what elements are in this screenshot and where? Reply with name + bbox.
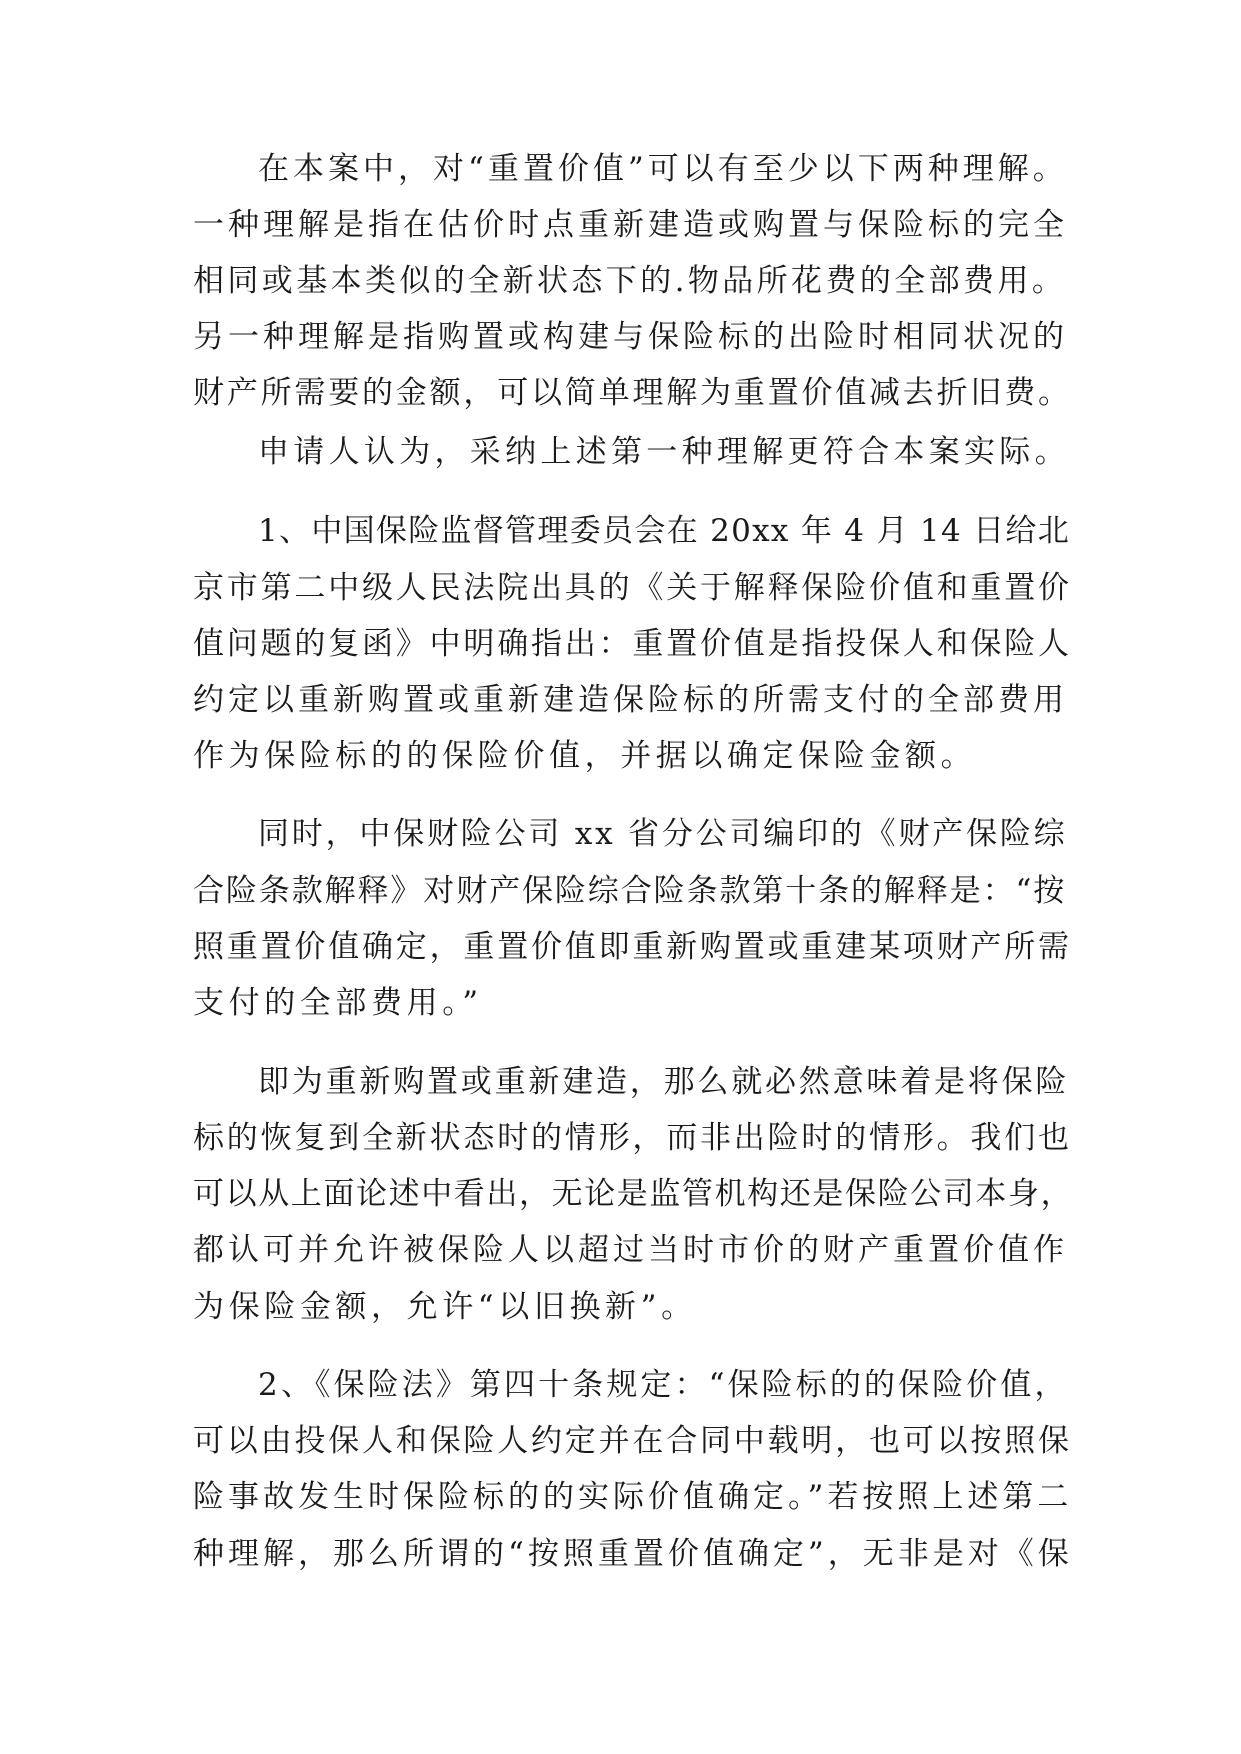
text-line: 标的恢复到全新状态时的情形，而非出险时的情形。我们也 bbox=[193, 1120, 1072, 1156]
text-line: 险事故发生时保险标的的实际价值确定。”若按照上述第二 bbox=[193, 1479, 1073, 1515]
text-line: 合险条款解释》对财产保险综合险条款第十条的解释是：“按 bbox=[193, 873, 1067, 909]
text-line: 另一种理解是指购置或构建与保险标的出险时相同状况的 bbox=[193, 319, 1068, 355]
text-line: 值问题的复函》中明确指出：重置价值是指投保人和保险人 bbox=[193, 626, 1072, 662]
text-line: 同时，中保财险公司 xx 省分公司编印的《财产保险综 bbox=[258, 816, 1068, 852]
text-line: 财产所需要的金额，可以简单理解为重置价值减去折旧费。 bbox=[193, 375, 1072, 411]
text-line: 一种理解是指在估价时点重新建造或购置与保险标的完全 bbox=[193, 207, 1068, 243]
text-line: 2、《保险法》第四十条规定：“保险标的的保险价值， bbox=[258, 1367, 1069, 1403]
text-line: 相同或基本类似的全新状态下的.物品所花费的全部费用。 bbox=[193, 263, 1067, 299]
text-line: 作为保险标的的保险价值，并据以确定保险金额。 bbox=[193, 738, 977, 774]
text-line: 1、中国保险监督管理委员会在 20xx 年 4 月 14 日给北 bbox=[258, 513, 1071, 549]
text-line: 支付的全部费用。” bbox=[193, 985, 483, 1021]
text-line: 即为重新购置或重新建造，那么就必然意味着是将保险 bbox=[258, 1064, 1070, 1100]
text-line: 约定以重新购置或重新建造保险标的所需支付的全部费用 bbox=[193, 682, 1068, 718]
text-line: 申请人认为，采纳上述第一种理解更符合本案实际。 bbox=[258, 434, 1070, 470]
text-line: 照重置价值确定，重置价值即重新购置或重建某项财产所需 bbox=[193, 929, 1072, 965]
text-line: 在本案中，对“重置价值”可以有至少以下两种理解。 bbox=[258, 151, 1068, 187]
text-line: 为保险金额，允许“以旧换新”。 bbox=[193, 1289, 697, 1325]
text-line: 种理解，那么所谓的“按照重置价值确定”，无非是对《保 bbox=[193, 1536, 1073, 1572]
text-line: 都认可并允许被保险人以超过当时市价的财产重置价值作 bbox=[193, 1232, 1068, 1268]
text-line: 京市第二中级人民法院出具的《关于解释保险价值和重置价 bbox=[193, 570, 1072, 606]
text-line: 可以从上面论述中看出，无论是监管机构还是保险公司本身， bbox=[193, 1176, 1074, 1212]
text-line: 可以由投保人和保险人约定并在合同中载明，也可以按照保 bbox=[193, 1423, 1072, 1459]
